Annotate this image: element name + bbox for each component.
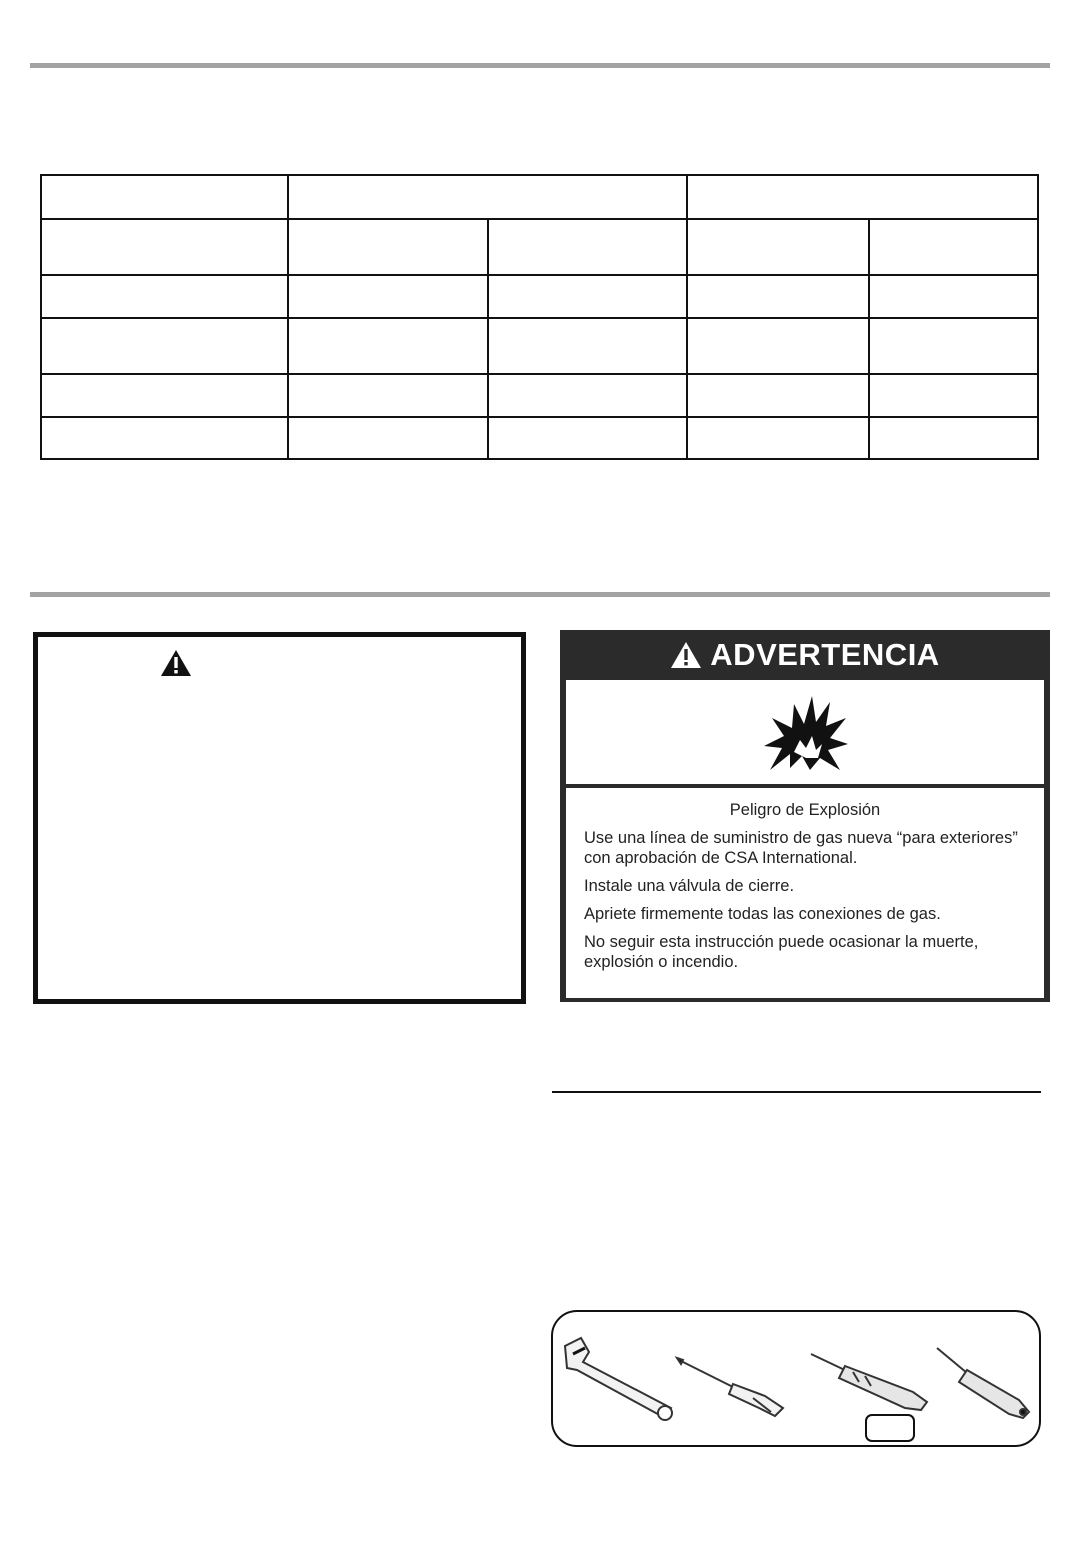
table-col-divider: [686, 174, 688, 460]
tool-tag-box: [865, 1414, 915, 1442]
advertencia-title: ADVERTENCIA: [710, 637, 940, 672]
warning-box: [33, 632, 526, 1004]
table-col-divider: [287, 174, 289, 460]
section-rule-middle: [30, 592, 1050, 597]
heading-underline: [552, 1091, 1041, 1093]
explosion-icon: [760, 692, 850, 772]
table-border-left: [40, 174, 42, 460]
advertencia-line: Apriete firmemente todas las conexiones de gas.: [584, 905, 941, 923]
warning-triangle-icon: [670, 641, 702, 669]
advertencia-subtitle: Peligro de Explosión: [729, 801, 881, 819]
flat-screwdriver-icon: [937, 1348, 1029, 1418]
table-border-bottom: [40, 458, 1039, 460]
advertencia-panel: [560, 630, 1050, 1002]
phillips-screwdriver-icon: [811, 1354, 927, 1410]
table-col-divider: [868, 218, 870, 460]
advertencia-line: Instale una válvula de cierre.: [584, 877, 795, 895]
table-border-right: [1037, 174, 1039, 460]
advertencia-text: [566, 788, 1044, 998]
tools-illustration: [553, 1312, 1043, 1449]
table-col-divider: [487, 218, 489, 460]
table-row-divider: [40, 373, 1039, 375]
specification-table: [40, 174, 1039, 460]
section-rule-top: [30, 63, 1050, 68]
adjustable-wrench-icon: [565, 1338, 672, 1420]
table-border-top: [40, 174, 1039, 176]
advertencia-line: Use una línea de suministro de gas nueva “para exteriores” con aprobación de CSA International.: [584, 829, 1018, 867]
pipe-wrench-icon: [677, 1358, 783, 1416]
table-row-divider: [40, 317, 1039, 319]
advertencia-header: [566, 630, 1044, 680]
tools-box: [551, 1310, 1041, 1447]
advertencia-line: No seguir esta instrucción puede ocasionar la muerte, explosión o incendio.: [584, 933, 979, 971]
table-row-divider: [40, 416, 1039, 418]
table-row-divider: [40, 274, 1039, 276]
table-row-divider: [40, 218, 1039, 220]
warning-triangle-icon: [160, 649, 192, 677]
explosion-image-area: [566, 680, 1044, 784]
